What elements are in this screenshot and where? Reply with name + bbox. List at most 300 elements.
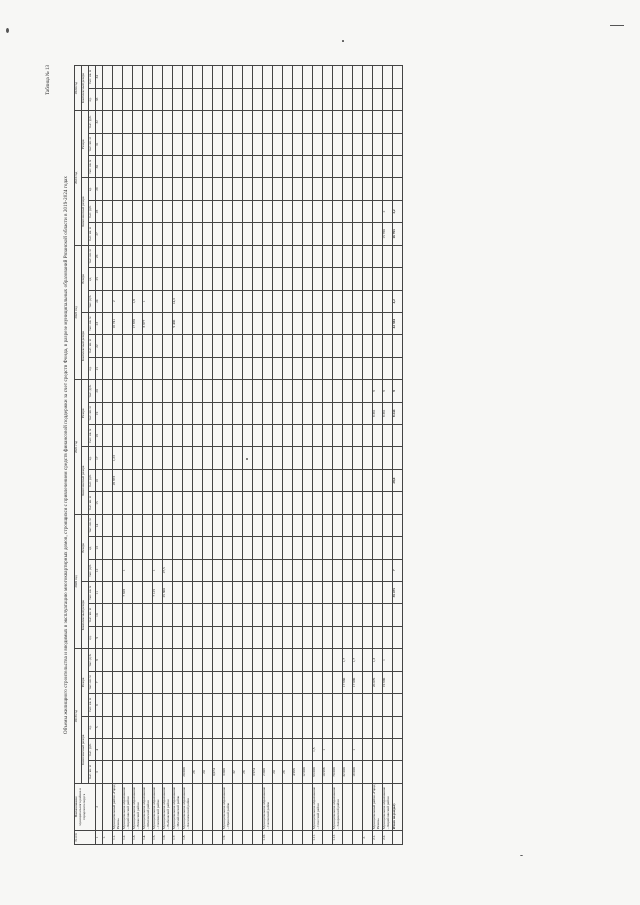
table-cell [133, 425, 143, 447]
table-cell [183, 357, 193, 379]
table-cell [383, 425, 393, 447]
table-cell [353, 425, 363, 447]
table-cell [313, 671, 323, 693]
table-cell [383, 492, 393, 514]
table-cell [153, 66, 163, 89]
table-cell [293, 537, 303, 559]
row-name [243, 783, 253, 830]
table-cell [143, 492, 153, 514]
table-cell [283, 402, 293, 424]
table-cell [233, 268, 243, 290]
row-name [283, 783, 293, 830]
table-cell: 3 974 [253, 761, 263, 783]
table-cell [113, 111, 123, 133]
table-cell: 93 000 [313, 761, 323, 783]
table-cell [283, 739, 293, 761]
row-number: 1.8. [183, 830, 193, 844]
table-cell [333, 290, 343, 312]
table-cell [373, 290, 383, 312]
table-cell [103, 649, 113, 671]
table-cell: 1,23 [113, 447, 123, 469]
table-cell [243, 425, 253, 447]
table-cell [173, 469, 183, 491]
table-cell [193, 694, 203, 716]
table-cell [303, 649, 313, 671]
table-cell [313, 402, 323, 424]
table-cell [333, 716, 343, 738]
table-cell [313, 447, 323, 469]
table-cell [293, 335, 303, 357]
table-row [283, 66, 293, 845]
table-cell [113, 716, 123, 738]
table-cell: 0,974 [213, 761, 223, 783]
row-number: 1.11. [313, 830, 323, 844]
table-cell [273, 671, 283, 693]
row-number: 1.4. [143, 830, 153, 844]
header-unit: тыс. кв. м [89, 425, 96, 447]
table-cell [303, 312, 313, 334]
table-cell [393, 514, 403, 536]
table-cell [183, 559, 193, 581]
document-title: Объемы жилищного строительства и вводимых в эксплуатацию многоквартирных домов, строящихся с привлечением средств финансовой поддержки за счет средств Фонда, в разрезе муниципальных образований Рязанской области в 2019-2024 годах [64, 176, 69, 734]
table-cell [363, 425, 373, 447]
table-cell [263, 492, 273, 514]
table-cell [203, 111, 213, 133]
table-cell [293, 447, 303, 469]
table-cell [353, 694, 363, 716]
table-cell [343, 582, 353, 604]
table-cell [253, 155, 263, 177]
header-unit: тыс. руб. [89, 649, 96, 671]
table-cell [313, 200, 323, 222]
row-name: Муниципальное образование – Кораблинский район [123, 783, 133, 830]
table-cell [133, 582, 143, 604]
table-cell [353, 447, 363, 469]
table-cell [313, 425, 323, 447]
header-col-number: 27 [96, 223, 103, 245]
table-cell [393, 716, 403, 738]
table-cell [343, 223, 353, 245]
row-number: 2. [363, 830, 373, 844]
row-name: Муниципальный район «Город Рязань» [113, 783, 123, 830]
table-cell [323, 582, 333, 604]
table-cell [373, 626, 383, 648]
table-cell [123, 88, 133, 110]
table-cell [173, 178, 183, 200]
table-cell [313, 537, 323, 559]
table-cell: 4 998 [293, 761, 303, 783]
table-cell [113, 178, 123, 200]
table-cell [223, 604, 233, 626]
table-cell [303, 335, 313, 357]
table-cell [303, 223, 313, 245]
table-cell [213, 178, 223, 200]
table-cell [223, 402, 233, 424]
table-cell [113, 694, 123, 716]
table-cell [303, 200, 313, 222]
table-cell [253, 447, 263, 469]
table-cell [103, 357, 113, 379]
table-cell [103, 739, 113, 761]
table-cell [273, 739, 283, 761]
table-cell [183, 716, 193, 738]
table-cell [163, 88, 173, 110]
header-unit: тыс. кв. м [89, 694, 96, 716]
table-cell [253, 223, 263, 245]
table-cell [213, 312, 223, 334]
table-cell [393, 425, 403, 447]
row-name: Муниципальное образование – Шиловский район [143, 783, 153, 830]
table-cell [183, 245, 193, 267]
table-cell [123, 537, 133, 559]
table-cell [333, 402, 343, 424]
table-cell [333, 492, 343, 514]
table-cell [233, 469, 243, 491]
table-cell [263, 694, 273, 716]
table-cell [263, 469, 273, 491]
table-cell [113, 380, 123, 402]
table-cell [313, 559, 323, 581]
table-cell [373, 739, 383, 761]
table-cell [183, 447, 193, 469]
table-cell [333, 178, 343, 200]
table-cell [183, 290, 193, 312]
table-cell [163, 402, 173, 424]
table-cell [333, 739, 343, 761]
table-cell [223, 626, 233, 648]
table-cell [203, 469, 213, 491]
table-cell [303, 447, 313, 469]
table-cell [203, 604, 213, 626]
table-cell [283, 133, 293, 155]
table-cell [393, 604, 403, 626]
table-cell [343, 716, 353, 738]
table-cell [333, 469, 343, 491]
table-cell [143, 268, 153, 290]
table-cell [313, 133, 323, 155]
table-cell [343, 312, 353, 334]
table-cell [293, 111, 303, 133]
table-cell [353, 88, 363, 110]
table-cell [323, 626, 333, 648]
table-cell [163, 357, 173, 379]
table-cell [263, 133, 273, 155]
table-cell [243, 582, 253, 604]
table-cell [173, 200, 183, 222]
table-cell [323, 178, 333, 200]
table-cell [193, 111, 203, 133]
table-cell [123, 66, 133, 89]
table-cell [183, 268, 193, 290]
table-cell [203, 290, 213, 312]
table-cell [193, 469, 203, 491]
table-cell: 32 000 [343, 761, 353, 783]
table-cell [373, 716, 383, 738]
table-cell [293, 694, 303, 716]
table-cell [343, 739, 353, 761]
table-cell [313, 357, 323, 379]
table-cell [183, 649, 193, 671]
table-cell [213, 537, 223, 559]
table-cell [333, 514, 343, 536]
table-cell [243, 155, 253, 177]
table-cell [283, 88, 293, 110]
table-cell [273, 178, 283, 200]
table-cell [103, 268, 113, 290]
table-cell [323, 671, 333, 693]
table-cell [163, 626, 173, 648]
table-cell [283, 178, 293, 200]
table-cell [233, 357, 243, 379]
table-cell [223, 716, 233, 738]
table-cell [243, 469, 253, 491]
table-cell [223, 380, 233, 402]
table-cell [153, 694, 163, 716]
table-cell [283, 469, 293, 491]
scan-speck [520, 855, 523, 856]
table-cell: 2 [113, 290, 123, 312]
table-cell [123, 671, 133, 693]
table-cell [213, 492, 223, 514]
table-cell [163, 492, 173, 514]
table-cell [173, 335, 183, 357]
header-col-number: 25 [96, 268, 103, 290]
scan-speck [610, 25, 624, 26]
table-cell [223, 492, 233, 514]
table-cell [343, 469, 353, 491]
table-cell [393, 155, 403, 177]
table-row [263, 66, 273, 845]
table-row [163, 66, 173, 845]
row-name: Муниципальное образование – Захаровский район [333, 783, 343, 830]
table-cell [303, 155, 313, 177]
table-cell: 1 [353, 739, 363, 761]
table-cell [353, 155, 363, 177]
table-cell [273, 425, 283, 447]
header-unit: ед. [89, 716, 96, 738]
table-cell [153, 447, 163, 469]
table-cell [233, 335, 243, 357]
table-cell [263, 604, 273, 626]
row-number: 1. [103, 830, 113, 844]
table-cell [143, 537, 153, 559]
table-cell [303, 425, 313, 447]
table-cell [253, 178, 263, 200]
table-row [223, 66, 233, 845]
table-cell [123, 200, 133, 222]
header-group: Комплексный резерв [82, 582, 89, 649]
table-cell [293, 155, 303, 177]
table-cell [173, 66, 183, 89]
table-cell: 1,7 [353, 649, 363, 671]
table-cell [373, 88, 383, 110]
table-cell [333, 671, 343, 693]
table-cell [163, 335, 173, 357]
table-cell [263, 223, 273, 245]
table-cell [223, 223, 233, 245]
table-cell [213, 716, 223, 738]
table-cell [303, 133, 313, 155]
table-cell [113, 335, 123, 357]
row-number [203, 830, 213, 844]
table-cell [123, 335, 133, 357]
table-cell [103, 582, 113, 604]
table-cell [313, 335, 323, 357]
table-cell [333, 88, 343, 110]
table-cell [123, 604, 133, 626]
table-cell [113, 245, 123, 267]
table-cell [193, 626, 203, 648]
table-cell [303, 469, 313, 491]
row-name: Муниципальное образование – Спасский район [313, 783, 323, 830]
table-cell [263, 649, 273, 671]
table-cell [133, 671, 143, 693]
table-cell [133, 133, 143, 155]
table-cell [313, 514, 323, 536]
table-cell [113, 739, 123, 761]
table-cell [193, 514, 203, 536]
table-cell [283, 290, 293, 312]
table-cell [363, 133, 373, 155]
table-cell [213, 111, 223, 133]
table-cell: 1,7 [343, 649, 353, 671]
table-cell [303, 357, 313, 379]
table-cell: 7 [393, 559, 403, 581]
header-group: Комплексный резерв [82, 312, 89, 379]
table-cell [263, 155, 273, 177]
table-cell [233, 582, 243, 604]
table-cell: 24 [203, 761, 213, 783]
table-cell [383, 133, 393, 155]
table-cell [103, 111, 113, 133]
table-cell [363, 268, 373, 290]
table-cell [373, 335, 383, 357]
table-cell [383, 290, 393, 312]
table-cell: 1 [123, 559, 133, 581]
table-cell [253, 716, 263, 738]
table-cell: 29,0 [393, 469, 403, 491]
table-cell [323, 223, 333, 245]
table-cell: 16 793 [393, 223, 403, 245]
table-cell [253, 514, 263, 536]
table-cell [173, 739, 183, 761]
table-cell [113, 514, 123, 536]
table-cell [143, 200, 153, 222]
table-cell [213, 649, 223, 671]
table-cell: 70 000 [333, 761, 343, 783]
table-cell: 9 [393, 380, 403, 402]
table-cell [113, 402, 123, 424]
table-cell [253, 582, 263, 604]
table-cell [313, 223, 323, 245]
table-cell [133, 357, 143, 379]
table-cell [163, 245, 173, 267]
table-cell [233, 155, 243, 177]
table-cell [103, 559, 113, 581]
table-cell [273, 492, 283, 514]
table-cell [353, 716, 363, 738]
table-cell [173, 559, 183, 581]
table-cell [233, 111, 243, 133]
header-group: Комплексный резерв [82, 66, 89, 111]
table-row [243, 66, 253, 845]
table-cell [343, 245, 353, 267]
table-cell [263, 425, 273, 447]
table-cell [383, 447, 393, 469]
header-col-number: 29 [96, 178, 103, 200]
table-cell [353, 312, 363, 334]
table-cell [163, 223, 173, 245]
table-cell [183, 223, 193, 245]
table-cell [283, 111, 293, 133]
table-cell [293, 268, 303, 290]
table-cell [203, 223, 213, 245]
table-cell [213, 245, 223, 267]
table-cell [283, 626, 293, 648]
header-year: 2020 год [75, 514, 82, 649]
table-cell [343, 626, 353, 648]
header-col-number: 28 [96, 200, 103, 222]
table-cell [183, 312, 193, 334]
header-unit: тыс. кв. м [89, 335, 96, 357]
table-cell [163, 716, 173, 738]
table-cell [253, 425, 263, 447]
table-cell [363, 514, 373, 536]
header-col-number: 16 [96, 469, 103, 491]
table-cell [333, 268, 343, 290]
table-cell [293, 290, 303, 312]
header-group: Резерв [82, 245, 89, 312]
header-unit: тыс. кв. м [89, 312, 96, 334]
table-cell [353, 469, 363, 491]
table-cell [223, 133, 233, 155]
table-cell [153, 537, 163, 559]
table-cell [183, 66, 193, 89]
table-cell [353, 200, 363, 222]
table-cell [393, 537, 403, 559]
table-cell [233, 694, 243, 716]
table-cell [173, 88, 183, 110]
table-cell [283, 357, 293, 379]
table-cell [193, 245, 203, 267]
table-cell [353, 223, 363, 245]
table-cell [223, 649, 233, 671]
table-cell [233, 245, 243, 267]
table-cell [343, 380, 353, 402]
table-cell [343, 290, 353, 312]
table-cell [133, 380, 143, 402]
table-cell [363, 357, 373, 379]
table-cell [143, 739, 153, 761]
table-cell [183, 626, 193, 648]
table-cell [283, 671, 293, 693]
table-cell: 10 996 [323, 761, 333, 783]
table-cell: 4,2 [393, 290, 403, 312]
table-cell [243, 335, 253, 357]
table-cell [253, 200, 263, 222]
table-cell: 24 [273, 761, 283, 783]
table-cell [193, 133, 203, 155]
table-cell [123, 380, 133, 402]
table-cell [113, 537, 123, 559]
header-col-number: 22 [96, 335, 103, 357]
table-cell [243, 245, 253, 267]
table-cell [173, 537, 183, 559]
table-cell [163, 66, 173, 89]
table-cell [173, 514, 183, 536]
row-name: Муниципальное образование – Скопинский район [153, 783, 163, 830]
table-cell: 9 [383, 380, 393, 402]
